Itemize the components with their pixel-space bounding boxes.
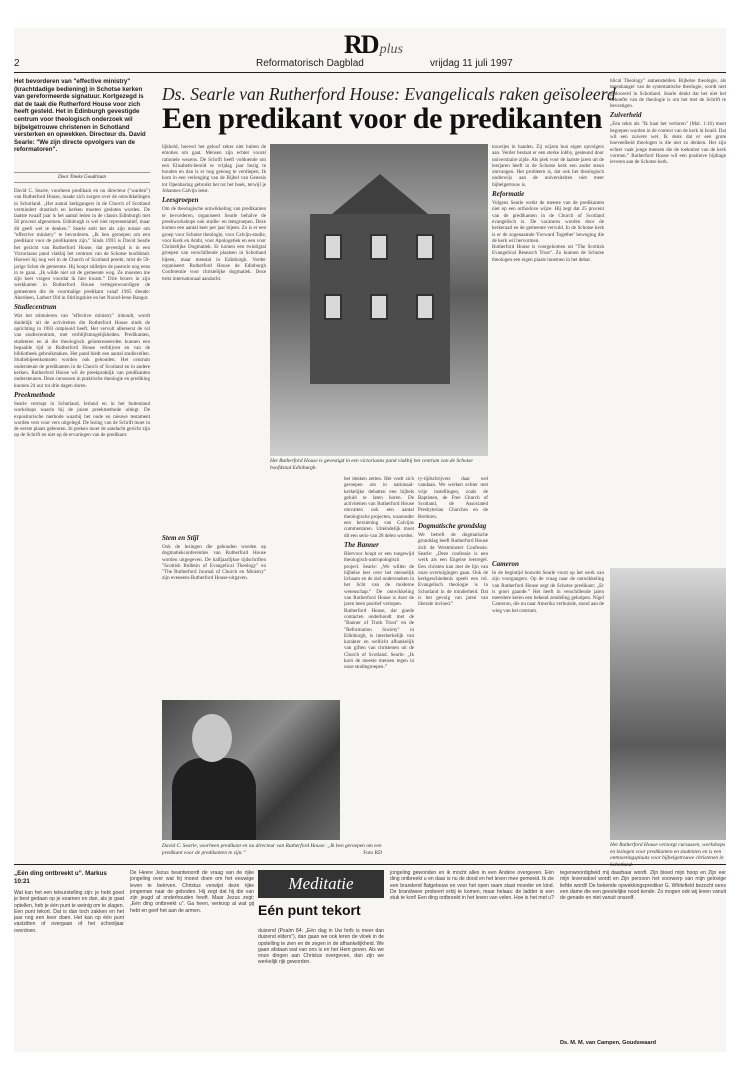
subheading-leesgroepen: Leesgroepen (162, 196, 199, 205)
window (324, 234, 342, 260)
body-text: ry-tijdschrijvers daar wel vandaan. We werken echter met vrije instellingen, zoals de Baptisten, de Free Church of Scotland, de Associated Presbyterian Churches en de Brethren. (418, 476, 488, 520)
paper-name: Reformatorisch Dagblad (256, 58, 364, 69)
page-number: 2 (14, 58, 20, 69)
subheading-dogmatische-grondslag: Dogmatische grondslag (418, 522, 487, 531)
photo-caption: Het Rutherford House is gevestigd in een victoriaans pand vlakbij het centrum van de Schotse hoofdstad Edinburgh. (270, 458, 473, 471)
article-column-2 (162, 144, 266, 524)
window (416, 234, 434, 260)
article-column-3b (344, 476, 414, 836)
body-text: duizend (Psalm 84: „Eén dag in Uw hofs is meer dan duizend elders”), dan gaan we ook leren de vloek in de opstelling te zien en de zegen in de afhankelijkheid. We gaan afstaan wat van ons is en het Hem geven. Als we onze dingen aan Christus overgeven, dan zijn we werkelijk rijk geworden. (258, 928, 384, 966)
meditation-column-5 (560, 870, 726, 1038)
article-headline: Een predikant voor de predikanten (162, 102, 603, 135)
body-text: „Een tekst als "Ik haat het verloren" (Mal. 1:16) moet begrepen worden in de context van de kerk in Israël. Dat wil een zuivere wet. Ik denk dat er een grote hoeveelheid theologen is die niet zo denken. Het zijn echter vaak jonge mensen die de toekomst van de kerk vormen.” Rutherford House wil een positieve bijdrage leveren aan de Schotse kerk. (610, 121, 726, 166)
masthead (14, 28, 726, 76)
body-text: Wat het stimuleren van "effective ministry" inhoudt, wordt duidelijk uit de activiteiten die Rutherford House sinds de oprichting in 1983 ontplooid heeft. Het vervult allereerst de rol van studiecentrum, met verblijfsmogelijkheden. Predikanten, studenten en al die theologisch geïnteresseerden kunnen een bepaalde tijd in Rutherford House verblijven en van de bibliotheek gebruikmaken. Het pand biedt een aantal studiecellen. Studiebijeenkomsten worden ook gehouden. Het centrum ondersteunt de predikanten in de Church of Scotland en in andere kerken. Rutherford House wil de preekpraktijk van predikanten ondersteunen. Deze cursussen in praktische theologie en prediking kunnen 24 uur tot drie dagen duren. (14, 313, 150, 389)
article-column-5 (492, 558, 604, 858)
subheading-preekmethode: Preekmethode (14, 390, 56, 399)
meditation-quote: „Eén ding ontbreekt u”. Markus 10:21 (14, 870, 107, 885)
body-text: Wat kan het een teleurstelling zijn: je hebt goed je best gedaan op je examen en dan, als je gaat optellen, heb je één punt te weinig om te slagen. Een punt tekort. Dat is dan toch zakken en het jaar nog een keer doen. Het kan op één punt vastzitten of overgaan of het schooljaar overdoen. (14, 890, 124, 934)
body-text: De Heere Jezus beantwoordt de vraag van de rijke jongeling over wat hij moest doen om het eeuwige leven te beërven. Christus verwijst deze rijke jongeman naar de geboden. Hij zegt dat hij die van zijn jeugd af onderhouden heeft. Maar Jezus zegt: „Eén ding ontbreekt u”. Ga heen, verkoop al wat gij hebt en geef het aan de armen. (130, 870, 254, 914)
issue-date: vrijdag 11 juli 1997 (430, 58, 513, 69)
article-column-1 (14, 188, 150, 838)
body-text: Om de theologische ontwikkeling van predikanten te bevorderen, organiseert Searle behalve de preekworkshops ook studie- en leesgroepen. Deze komen een aantal keer per jaar bijeen. Zo is er een groep voor Schotse theologie, voor Calvijn-studie, voor Kerk en Ambt, voor Apologetiek en een voor Christelijke Dogmatiek. Er komen een twintigtal groepen van verschillende plaatsen in Schotland bijeen, maar meestal in Edinburgh. Verder organiseert Rutherford House de Edinburgh Conferentie voor christelijke dogmatiek. Deze trekt internationaal aandacht. (162, 206, 266, 282)
window (370, 234, 388, 260)
logo-text: RD (344, 30, 378, 59)
window (370, 294, 388, 320)
subheading-stem-en-stijl: Stem en Stijl (162, 534, 199, 542)
meditation-column-1 (14, 890, 124, 1050)
meditation-title: Eén punt tekort (258, 902, 361, 918)
photo-caption: Het Rutherford House verzorgt cursussen, workshops en lezingen voor predikanten en studenten en is een ontmoetingsplaats voor bijbelgetrouwe christenen in (610, 842, 726, 862)
body-text: Hiervoor hoopt er een toegewijd theologisch-antropologisch project. Searle: „We willen de bijbelse leer over het menselijk lichaam en de ziel onderzoeken in het licht van de moderne wetenschap.” De ontwikkeling van Rutherford House is door de jaren heen positief verlopen. (344, 550, 414, 608)
article-kicker: Ds. Searle van Rutherford House: Evangelicals raken geïsoleerd (162, 84, 616, 104)
body-text: Volgens Searle werkt de meeste van de predikanten niet op een orthodoxe wijze. Hij zegt dat 25 procent van de predikanten in de Church of Scotland evangelisch is. De vacatures worden door de kerkeraad en de gemeente vervuld. In de Schotse kerk is er de zogenaamde 'Forward Together' beweging die de kerk wil hervormen. (492, 200, 604, 244)
newspaper-logo (344, 30, 403, 60)
photo-caption (162, 843, 382, 856)
house-facade (310, 214, 450, 384)
searle-portrait-photo (162, 700, 340, 840)
subheading-the-banner: The Banner (344, 540, 379, 549)
byline: Door Tineke Goudriaan (14, 172, 150, 183)
subheading-cameron: Cameron (492, 560, 519, 568)
body-text: Searle vertrapt in Schotland, Ierland en in het buitenland workshops waarin hij de juiste preekmethode uitlegt. De expositorische methode waarbij het oude en nieuwe testament worden vers voor vers uitgelegd. De lezing van de Schrift moet in de eerste plaats gebeuren. In preken moet de aandacht gericht zijn op de Schrift en niet op de ervaringen van de predikant. (14, 400, 150, 439)
meditation-column-2 (130, 870, 254, 1050)
portrait-suit (172, 758, 256, 840)
body-text: Rutherford House is voorgekomen uit "The Scottish Evangelical Research Trust". Zo kunnen de Schotse theologen een eigen plaats innemen in het debat. (492, 244, 604, 263)
house-roof (320, 174, 440, 214)
subheading-zuiverheid: Zuiverheid (610, 111, 642, 120)
article-column-2b (162, 532, 266, 692)
subheading-reformatie: Reformatie (492, 190, 525, 199)
body-text: blical Theology" samenstelden. Bijbelse theologie, als tegenhanger van de systematische theologie, wordt niet gedoceerd in Schotland. Searle denkt dat het niet het behoefte van de theologie is om het met de Schrift te bevestigen. (610, 78, 726, 110)
body-text: tegenwoordigheid mij daarbaar wordt. Zijn bloed mijn hoop en Zijn eer mijn levensdoel wordt en Zijn persoon het voorwerp van mijn gelovige liefde wordt! De bekende opwekkingsprediker G. Whitefield bezocht eens een dame die een geestelijke nood kende. Zo mogen ook wij leven vanuit de genade en niet vanuit onszelf. (560, 870, 726, 902)
body-text: We betreft de dogmatische grondslag heeft Rutherford House zich de Westminster Confessie. Searle: „Deze confessie is een werk als een Engelse leerregel. Een christen kan met de lijn van onze overtuigingen gaan. Ook de kerkgeschiedenis speelt een rol. Evangelisch theologie is in Schotland in de minderheid. Dat is het gevolg van jaren van liberale invloed.” (418, 532, 488, 608)
photo-credit: Foto RD (363, 849, 382, 856)
section-divider (14, 864, 726, 865)
window (324, 294, 342, 320)
body-text: Rutherford House, dat goede contacten onderhoudt met de "Banner of Truth Trust" en de "Reformation Society" in Edinburgh, is interkerkelijk van karakter en wellicht afhankelijk van giften van christenen uit de Church of Scotland. Searle: „Ik kom de meeste mensen tegen in onze studiegroepen.” (344, 607, 414, 671)
body-text: lijkheid, hoewel het geloof zeker niet buiten de emoties om gaat. Mensen zijn echter vooral rationele wezens. De Schrift heeft voldoende om een Elisabeth-bereid te vrijdag jaar bezig te houden en dan is er nog genoeg te verdiepen. Ik kom in een verlenging van de Bijbel van Genesis tot Openbaring gebruikt het tot het boek, terwijl je Johannes Calvijn leest. (162, 144, 266, 195)
rutherford-house-street-photo (610, 568, 726, 840)
rutherford-house-photo (270, 144, 488, 456)
meditation-column-3 (258, 928, 384, 1050)
body-text: bet denken zetten. Het voelt zich geroepen om in nationaal-kerkelijke debatten een bijbels geluid te laten horen. De activiteiten van Rutherford House omvatten ook een aantal theologische projecten, waaronder een herziening van Calvijns commentaren. Uiteindelijk moet dit een serie van 28 delen worden. (344, 476, 414, 539)
article-column-3 (492, 144, 604, 554)
article-lede: Het bevorderen van "effective ministry" (krachtdadige bediening) in Schotse kerken van gereformeerde signatuur. Kortgezegd is dat de taak die Rutherford House voor zich heeft gesteld. Het in Edinburgh gevestigde centrum voor theologisch onderzoek wil bijbelgetrouwe christenen in Schotland versterken en opwekken. Directeur ds. David Searle: "We zijn directe opvolgers van de reformatoren". (14, 78, 146, 154)
window (416, 294, 434, 320)
newspaper-page (14, 28, 726, 1052)
body-text: In de begintijd bouwde Searle voort op het werk van zijn voorgangers. Op de vraag naar de ontwikkeling van Rutherford House zegt de Schotse predikant: „Er is groei gaande.” Het heeft in verschillende jaren meerdere keren een bekend zendeling geholpen. Nigel Cameron, die nu naar Amerika verhuisde, stond aan de wieg van het centrum. (492, 570, 604, 614)
caption-text: David C. Searle, voorheen predikant en nu directeur van Rutherford House: „Ik ben geroepen om een predikant voor de predikanten te zijn.” (162, 843, 382, 856)
subheading-studiecentrum: Studiecentrum (14, 303, 57, 312)
article-column-4 (610, 78, 726, 548)
body-text: David C. Searle, voorheen predikant en nu directeur ("warden") van Rutherford House, maakt zich zorgen over de ontwikkelingen in Schotland. „Het aantal kerkgangers in de Church of Scotland vermindert drastisch en kerken moeten gesloten worden. De laatste twaalf jaar is het aantal leden in de classis Edinburgh met 50 procent afgenomen. Edinburgh is wel niet representatief, maar dit geeft wel te denken.” Searle stelt het als zijn missie om "effective ministry" te bevorderen. „Ik ben geroepen om een predikant voor de predikanten zijn.” Sinds 1993 is David Searle het gezicht van Rutherford House, dat gevestigd is in een Victoriaans pand vlakbij het centrum van de Schotse hoofdstad. Hoewel hij nog wel in de Church of Scotland preekt, mist de 59-jarige Schot de gemeente. Hij hoopt stilletjes de pastorie nog eens in te gaan. „Ik wilde niet uit de gemeente weg. Ze moesten me zijn keer vragen voordat ik hier kwam.” Drie broers in zijn werkkamer in Rutherford House vertegenwoordigen de gemeenten die de voormalige predikant vanaf 1965 diende: Aberdeen, Larbert Old in Stirlingshire en het Noord-Ierse Bangor. (14, 188, 150, 302)
masthead-rule (14, 72, 726, 73)
body-text: Ook de lezingen die gehouden worden op dogmatiekconferenties van Rutherford House worden uitgegeven. De halfjaarlijkse tijdschriften "Scottish Bulletin of Evangelical Theology" en "The Rutherford Journal of Church en Ministry" zijn eveneens Rutherford House-uitgaven. (162, 544, 266, 582)
logo-suffix: plus (379, 42, 403, 57)
meditation-column-4 (390, 870, 554, 1050)
portrait-face (192, 714, 232, 762)
body-text: touwtjes in handen. Zij wijzen hun eigen opvolgers aan. Verder bestaat er een sterke lobby, gesteund door universitaire zijde. Als plek voor de laatste jaren uit de leerjaren heeft in de Schotse kerk een ander steun ontvangen. Het probleem is, dat ook het theologisch onderwijs aan de universiteiten niet meer bijbelgetrouw is. (492, 144, 604, 188)
body-text: jongeling gewonden en ik mocht alles in een Andere overgeven. Eén ding ontbreekt u en daar is nu de dood en het leven mee gemoeid. Ik zie een brandend flatgebouw en voor het open raam staat moeder en kind. De brandweer probeert erbij te komen, maar helaas: de ladder is een stuk te kort! Een ding ontbreekt in het leven van velen. Hoe is het met u? (390, 870, 554, 902)
meditation-author: Ds. M. M. van Campen, Goudswaard (560, 1040, 657, 1046)
meditatie-banner: Meditatie (258, 870, 384, 898)
article-column-3c (418, 476, 488, 826)
